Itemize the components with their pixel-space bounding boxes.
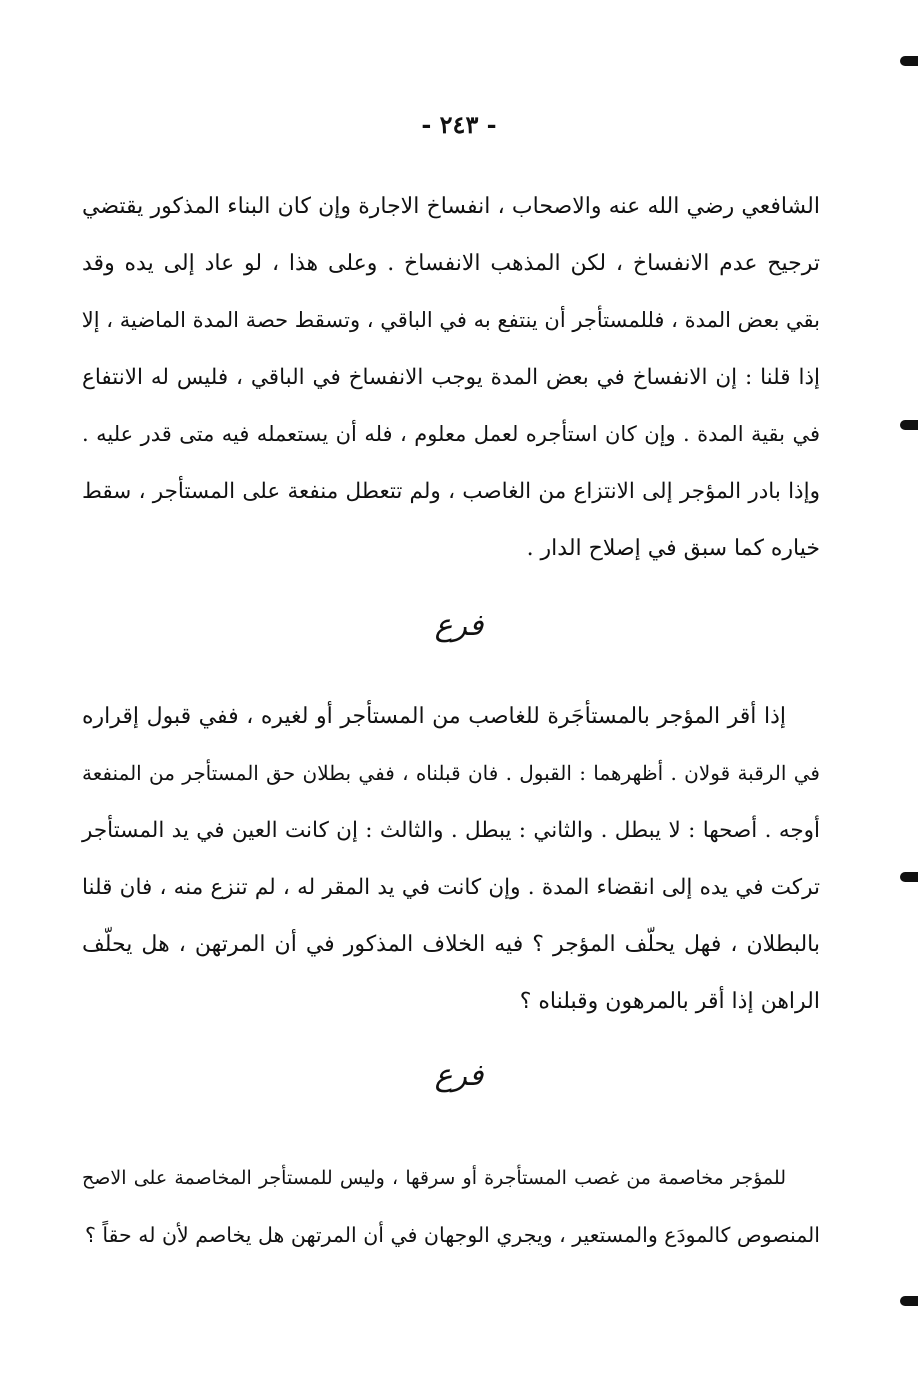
binding-mark: [900, 56, 918, 66]
text-line: الراهن إذا أقر بالمرهون وقبلناه ؟: [519, 989, 820, 1014]
text-line: ترجيح عدم الانفساخ ، لكن المذهب الانفساخ . وعلى هذا ، لو عاد إلى يده وقد: [82, 251, 820, 276]
text-line: إذا قلنا : إن الانفساخ في بعض المدة يوجب الانفساخ في الباقي ، فليس له الانتفاع: [82, 365, 820, 390]
binding-mark: [900, 1296, 918, 1306]
text-line: المنصوص كالمودَع والمستعير ، ويجري الوجهان في أن المرتهن هل يخاصم لأن له حقاً ؟: [85, 1223, 820, 1247]
section-heading-2: فرع: [434, 1058, 484, 1093]
text-line: تركت في يده إلى انقضاء المدة . وإن كانت في يد المقر له ، لم تنزع منه ، فان قلنا: [82, 875, 820, 900]
text-line: الشافعي رضي الله عنه والاصحاب ، انفساخ الاجارة وإن كان البناء المذكور يقتضي: [82, 194, 820, 219]
text-line: في الرقبة قولان . أظهرهما : القبول . فان قبلناه ، ففي بطلان حق المستأجر من المنفعة: [82, 761, 820, 785]
section-heading-1: فرع: [434, 608, 484, 643]
binding-mark: [900, 420, 918, 430]
text-line: للمؤجر مخاصمة من غصب المستأجرة أو سرقها ، وليس للمستأجر المخاصمة على الاصح: [82, 1167, 786, 1189]
binding-mark: [900, 872, 918, 882]
paragraph-3: [82, 1150, 820, 1264]
text-line: وإذا بادر المؤجر إلى الانتزاع من الغاصب ، ولم تتعطل منفعة على المستأجر ، سقط: [82, 479, 820, 504]
paragraph-2: [82, 688, 820, 1030]
text-line: بالبطلان ، فهل يحلّف المؤجر ؟ فيه الخلاف المذكور في أن المرتهن ، هل يحلّف: [82, 932, 820, 957]
text-line: بقي بعض المدة ، فللمستأجر أن ينتفع به في الباقي ، وتسقط حصة المدة الماضية ، إلا: [81, 308, 820, 332]
paragraph-1: [82, 178, 820, 577]
text-line: إذا أقر المؤجر بالمستأجَرة للغاصب من المستأجر أو لغيره ، ففي قبول إقراره: [82, 704, 786, 729]
text-line: في بقية المدة . وإن كان استأجره لعمل معلوم ، فله أن يستعمله فيه متى قدر عليه .: [82, 422, 820, 446]
text-line: خياره كما سبق في إصلاح الدار .: [526, 536, 820, 561]
text-line: أوجه . أصحها : لا يبطل . والثاني : يبطل . والثالث : إن كانت العين في يد المستأجر: [82, 818, 820, 843]
page-number: - ٢٤٣ -: [421, 110, 497, 139]
